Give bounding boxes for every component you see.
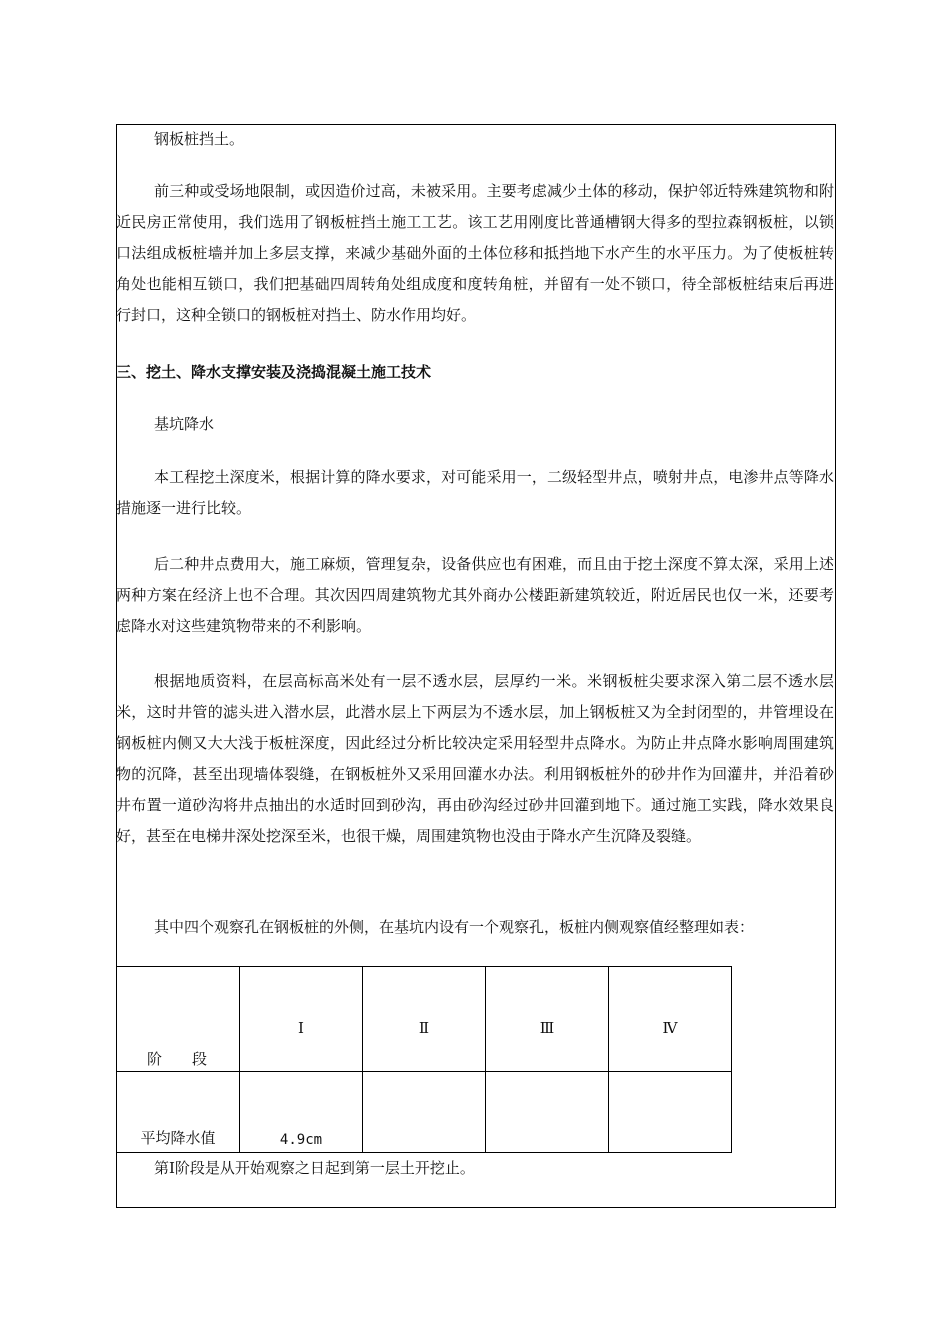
stage-header-cell: Ⅰ [240, 967, 363, 1072]
table-note: 第Ⅰ阶段是从开始观察之日起到第一层土开挖止。 [154, 1159, 475, 1177]
value-cell [609, 1072, 732, 1153]
stage-header-cell: Ⅳ [609, 967, 732, 1072]
paragraph-geology: 根据地质资料，在层高标高米处有一层不透水层，层厚约一米。米钢板桩尖要求深入第二层不透水层米，这时井管的滤头进入潜水层，此潜水层上下两层为不透水层，加上钢板桩又为全封闭型的，井管埋设在钢板桩内侧又大大浅于板桩深度，因此经过分析比较决定采用轻型井点降水。为防止井点降水影响周围建筑物的沉降，甚至出现墙体裂缝，在钢板桩外又采用回灌水办法。利用钢板桩外的砂井作为回灌井，并沿着砂井布置一道砂沟将井点抽出的水适时回到砂沟，再由砂沟经过砂井回灌到地下。通过施工实践，降水效果良好，甚至在电梯井深处挖深至米，也很干燥，周围建筑物也没由于降水产生沉降及裂缝。 [116, 672, 834, 845]
value-cell [486, 1072, 609, 1153]
paragraph-method-selection: 前三种或受场地限制，或因造价过高，未被采用。主要考虑减少土体的移动，保护邻近特殊建筑物和附近民房正常使用，我们选用了钢板桩挡土施工工艺。该工艺用刚度比普通槽钢大得多的型拉森钢板桩，以锁口法组成板桩墙并加上多层支撑，来减少基础外面的土体位移和抵挡地下水产生的水平压力。为了使板桩转角处也能相互锁口，我们把基础四周转角处组成度和度转角桩，并留有一处不锁口，待全部板桩结束后再进行封口，这种全锁口的钢板桩对挡土、防水作用均好。 [116, 182, 834, 324]
value-cell [363, 1072, 486, 1153]
subheading-dewatering: 基坑降水 [154, 415, 215, 433]
stage-label-cell [117, 967, 240, 1072]
paragraph-observation: 其中四个观察孔在钢板桩的外侧，在基坑内设有一个观察孔，板桩内侧观察值经整理如表： [154, 918, 755, 936]
table-header-row [117, 967, 732, 1072]
paragraph-cost-analysis: 后二种井点费用大，施工麻烦，管理复杂，设备供应也有困难，而且由于挖土深度不算太深，采用上述两种方案在经济上也不合理。其次因四周建筑物尤其外商办公楼距新建筑较近，附近居民也仅一米，还要考虑降水对这些建筑物带来的不利影响。 [116, 555, 834, 635]
stage-label: 阶 段 [147, 1050, 208, 1068]
stage-header-cell: Ⅱ [363, 967, 486, 1072]
row-label-cell: 平均降水值 [117, 1072, 240, 1153]
value-cell: 4.9cm [240, 1072, 363, 1153]
section-heading: 三、挖土、降水支撑安装及浇捣混凝土施工技术 [116, 363, 432, 381]
paragraph-steel-sheet-pile: 钢板桩挡土。 [154, 130, 245, 148]
paragraph-dewatering-options: 本工程挖土深度米，根据计算的降水要求，对可能采用一，二级轻型井点，喷射井点，电渗井点等降水措施逐一进行比较。 [116, 468, 834, 517]
observation-table [116, 966, 732, 1153]
stage-header-cell: Ⅲ [486, 967, 609, 1072]
table-row [117, 1072, 732, 1153]
